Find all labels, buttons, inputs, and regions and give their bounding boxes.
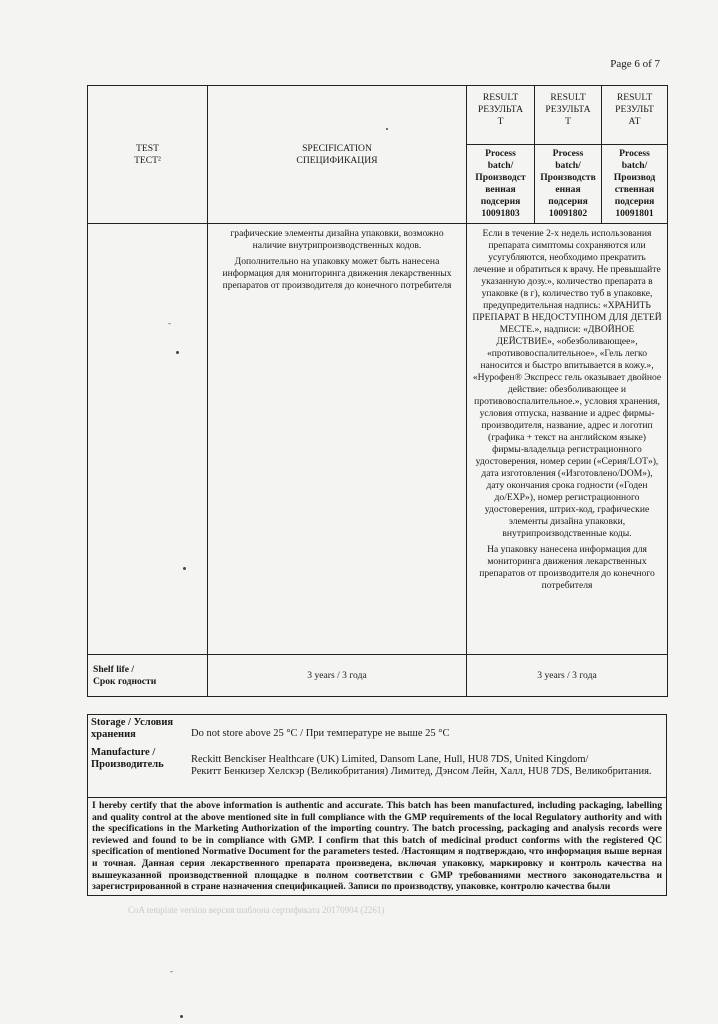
info-table (87, 714, 667, 781)
page-number: Page 6 of 7 (610, 58, 660, 70)
header-test-en: TEST (136, 142, 159, 154)
result-header-en: RESULT (616, 92, 653, 103)
certification-statement: I hereby certify that the above information is authentic and accurate. This batch has been manufactured, including packaging, labelling and quality control at the above mentioned site in full compliance with the GMP requirements of the local Regulatory authority and with the specifications in the Marketing Authorization of the importing country. The batch processing, packaging and analysis records were reviewed and found to be in compliance with GMP. I confirm that this batch of medicinal product conforms with the registered QC specification of mentioned Normative Document for the parameters tested. /Настоящим я подтверждаю, что информация выше верная и точная. Данная серия лекарственного препарата произведена, включая упаковку, маркировку и контроль качества на вышеуказанной производственной площадке в полном соответствии с GMP требованиями местного законодательства и зарегистрированной в стране назначения спецификацией. Записи по производству, упаковке, контролю качества были (87, 798, 667, 896)
batch-line: Производ (613, 172, 656, 183)
result-cell (467, 224, 668, 655)
storage-label-en: Storage / Условия (91, 717, 174, 728)
manufacturer-value-ru: Рекитт Бенкизер Хелскэр (Великобритания) Лимитед, Дэнсом Лейн, Халл, HU8 7DS, Великобритания. (191, 766, 652, 777)
storage-value: Do not store above 25 °C / При температуре не выше 25 °C (191, 728, 450, 739)
spec-cell (208, 224, 467, 655)
result-paragraph: На упаковку нанесена информация для мониторинга движения лекарственных препаратов от производителя до конечного потребителя (479, 544, 655, 591)
template-version-footer: CoA template version версия шаблона сертификата 20170904 (2261) (128, 905, 385, 915)
batch-line: енная (555, 184, 581, 195)
batch-line: подсерия (614, 196, 655, 207)
batch-line: Process (485, 148, 516, 159)
batch-cell-3 (602, 145, 668, 224)
result-header-en: RESULT (550, 92, 586, 103)
scan-speck (183, 567, 186, 570)
result-header-1 (467, 86, 535, 145)
certificate-table (87, 85, 668, 697)
header-spec-en: SPECIFICATION (302, 142, 372, 154)
shelf-life-result: 3 years / 3 года (467, 655, 668, 697)
shelf-life-label-en: Shelf life / (93, 663, 135, 675)
batch-line: ственная (614, 184, 655, 195)
scan-mark: - (170, 966, 173, 976)
result-paragraph: Если в течение 2-х недель использования препарата симптомы сохраняются или усугубляются, необходимо прекратить лечение и обратиться к врачу. Не превышайте указанную дозу.», количество препарата в упаковке (в г), количество туб в упаковке, предупредительная надпись: «ХРАНИТЬ ПРЕПАРАТ В НЕДОСТУПНОМ ДЛЯ ДЕТЕЙ МЕСТЕ.», надписи: «ДВОЙНОЕ ДЕЙСТВИЕ», «обезболивающее», «противовоспалительное», «Гель легко наносится и быстро впитывается в кожу.», «Нурофен® Экспресс гель оказывает двойное действие: обезболивающее и противовоспалительное.», условия хранения, условия отпуска, название и адрес фирмы-производителя, название, адрес и логотип (графика + текст на английском языке) фирмы-владельца регистрационного удостоверения, номер серии («Серия/LOT»), дата изготовления («Изготовлено/DOM»), дату окончания срока годности («Годен до/EXP»), номер регистрационного удостоверения, штрих-код, графические элементы дизайна упаковки, внутрипроизводственные коды. (472, 228, 662, 539)
header-test-ru: ТЕСТ² (134, 154, 161, 166)
storage-label-ru: хранения (91, 729, 136, 740)
manufacturer-label-ru: Производитель (91, 759, 164, 770)
batch-line: batch/ (555, 160, 581, 171)
spec-paragraph: графические элементы дизайна упаковки, возможно наличие внутрипроизводственных кодов. (230, 228, 444, 251)
manufacturer-label-en: Manufacture / (91, 747, 156, 758)
result-header-ru-end: Т (497, 116, 504, 127)
batch-cell-1 (467, 145, 535, 224)
header-spec-ru: СПЕЦИФИКАЦИЯ (296, 154, 378, 166)
shelf-life-label-ru: Срок годности (93, 675, 157, 687)
storage-label (87, 714, 187, 744)
batch-number: 10091803 (481, 208, 520, 219)
batch-line: подсерия (548, 196, 588, 207)
scan-mark: - (168, 318, 171, 328)
result-header-ru: РЕЗУЛЬТА (545, 104, 591, 115)
manufacturer-value (187, 744, 667, 781)
manufacturer-value-en: Reckitt Benckiser Healthcare (UK) Limited, Dansom Lane, Hull, HU8 7DS, United Kingdom/ (191, 754, 589, 765)
shelf-life-label (88, 655, 208, 697)
header-test (88, 86, 208, 224)
result-header-ru-end: АТ (628, 116, 641, 127)
result-header-3 (602, 86, 668, 145)
batch-line: подсерия (480, 196, 521, 207)
result-header-ru: РЕЗУЛЬТА (477, 104, 524, 115)
spec-paragraph: Дополнительно на упаковку может быть нанесена информация для мониторинга движения лекарственных препаратов от производителя до конечного потребителя (222, 256, 452, 291)
test-cell-empty (88, 224, 208, 655)
batch-line: Производств (540, 172, 596, 183)
manufacturer-label (87, 744, 187, 781)
batch-line: Process (619, 148, 650, 159)
result-header-en: RESULT (482, 92, 519, 103)
result-header-ru: РЕЗУЛЬТ (615, 104, 654, 115)
scan-speck (176, 351, 179, 354)
result-header-2 (535, 86, 602, 145)
scan-speck (386, 128, 388, 130)
batch-number: 10091802 (548, 208, 588, 219)
batch-number: 10091801 (615, 208, 654, 219)
header-specification (208, 86, 467, 224)
result-header-ru-end: Т (565, 116, 571, 127)
batch-line: Производст (475, 172, 526, 183)
shelf-life-spec: 3 years / 3 года (208, 655, 467, 697)
batch-cell-2 (535, 145, 602, 224)
batch-line: Process (552, 148, 584, 159)
batch-line: batch/ (621, 160, 648, 171)
batch-line: batch/ (487, 160, 514, 171)
scan-speck (180, 1015, 183, 1018)
batch-line: венная (485, 184, 516, 195)
